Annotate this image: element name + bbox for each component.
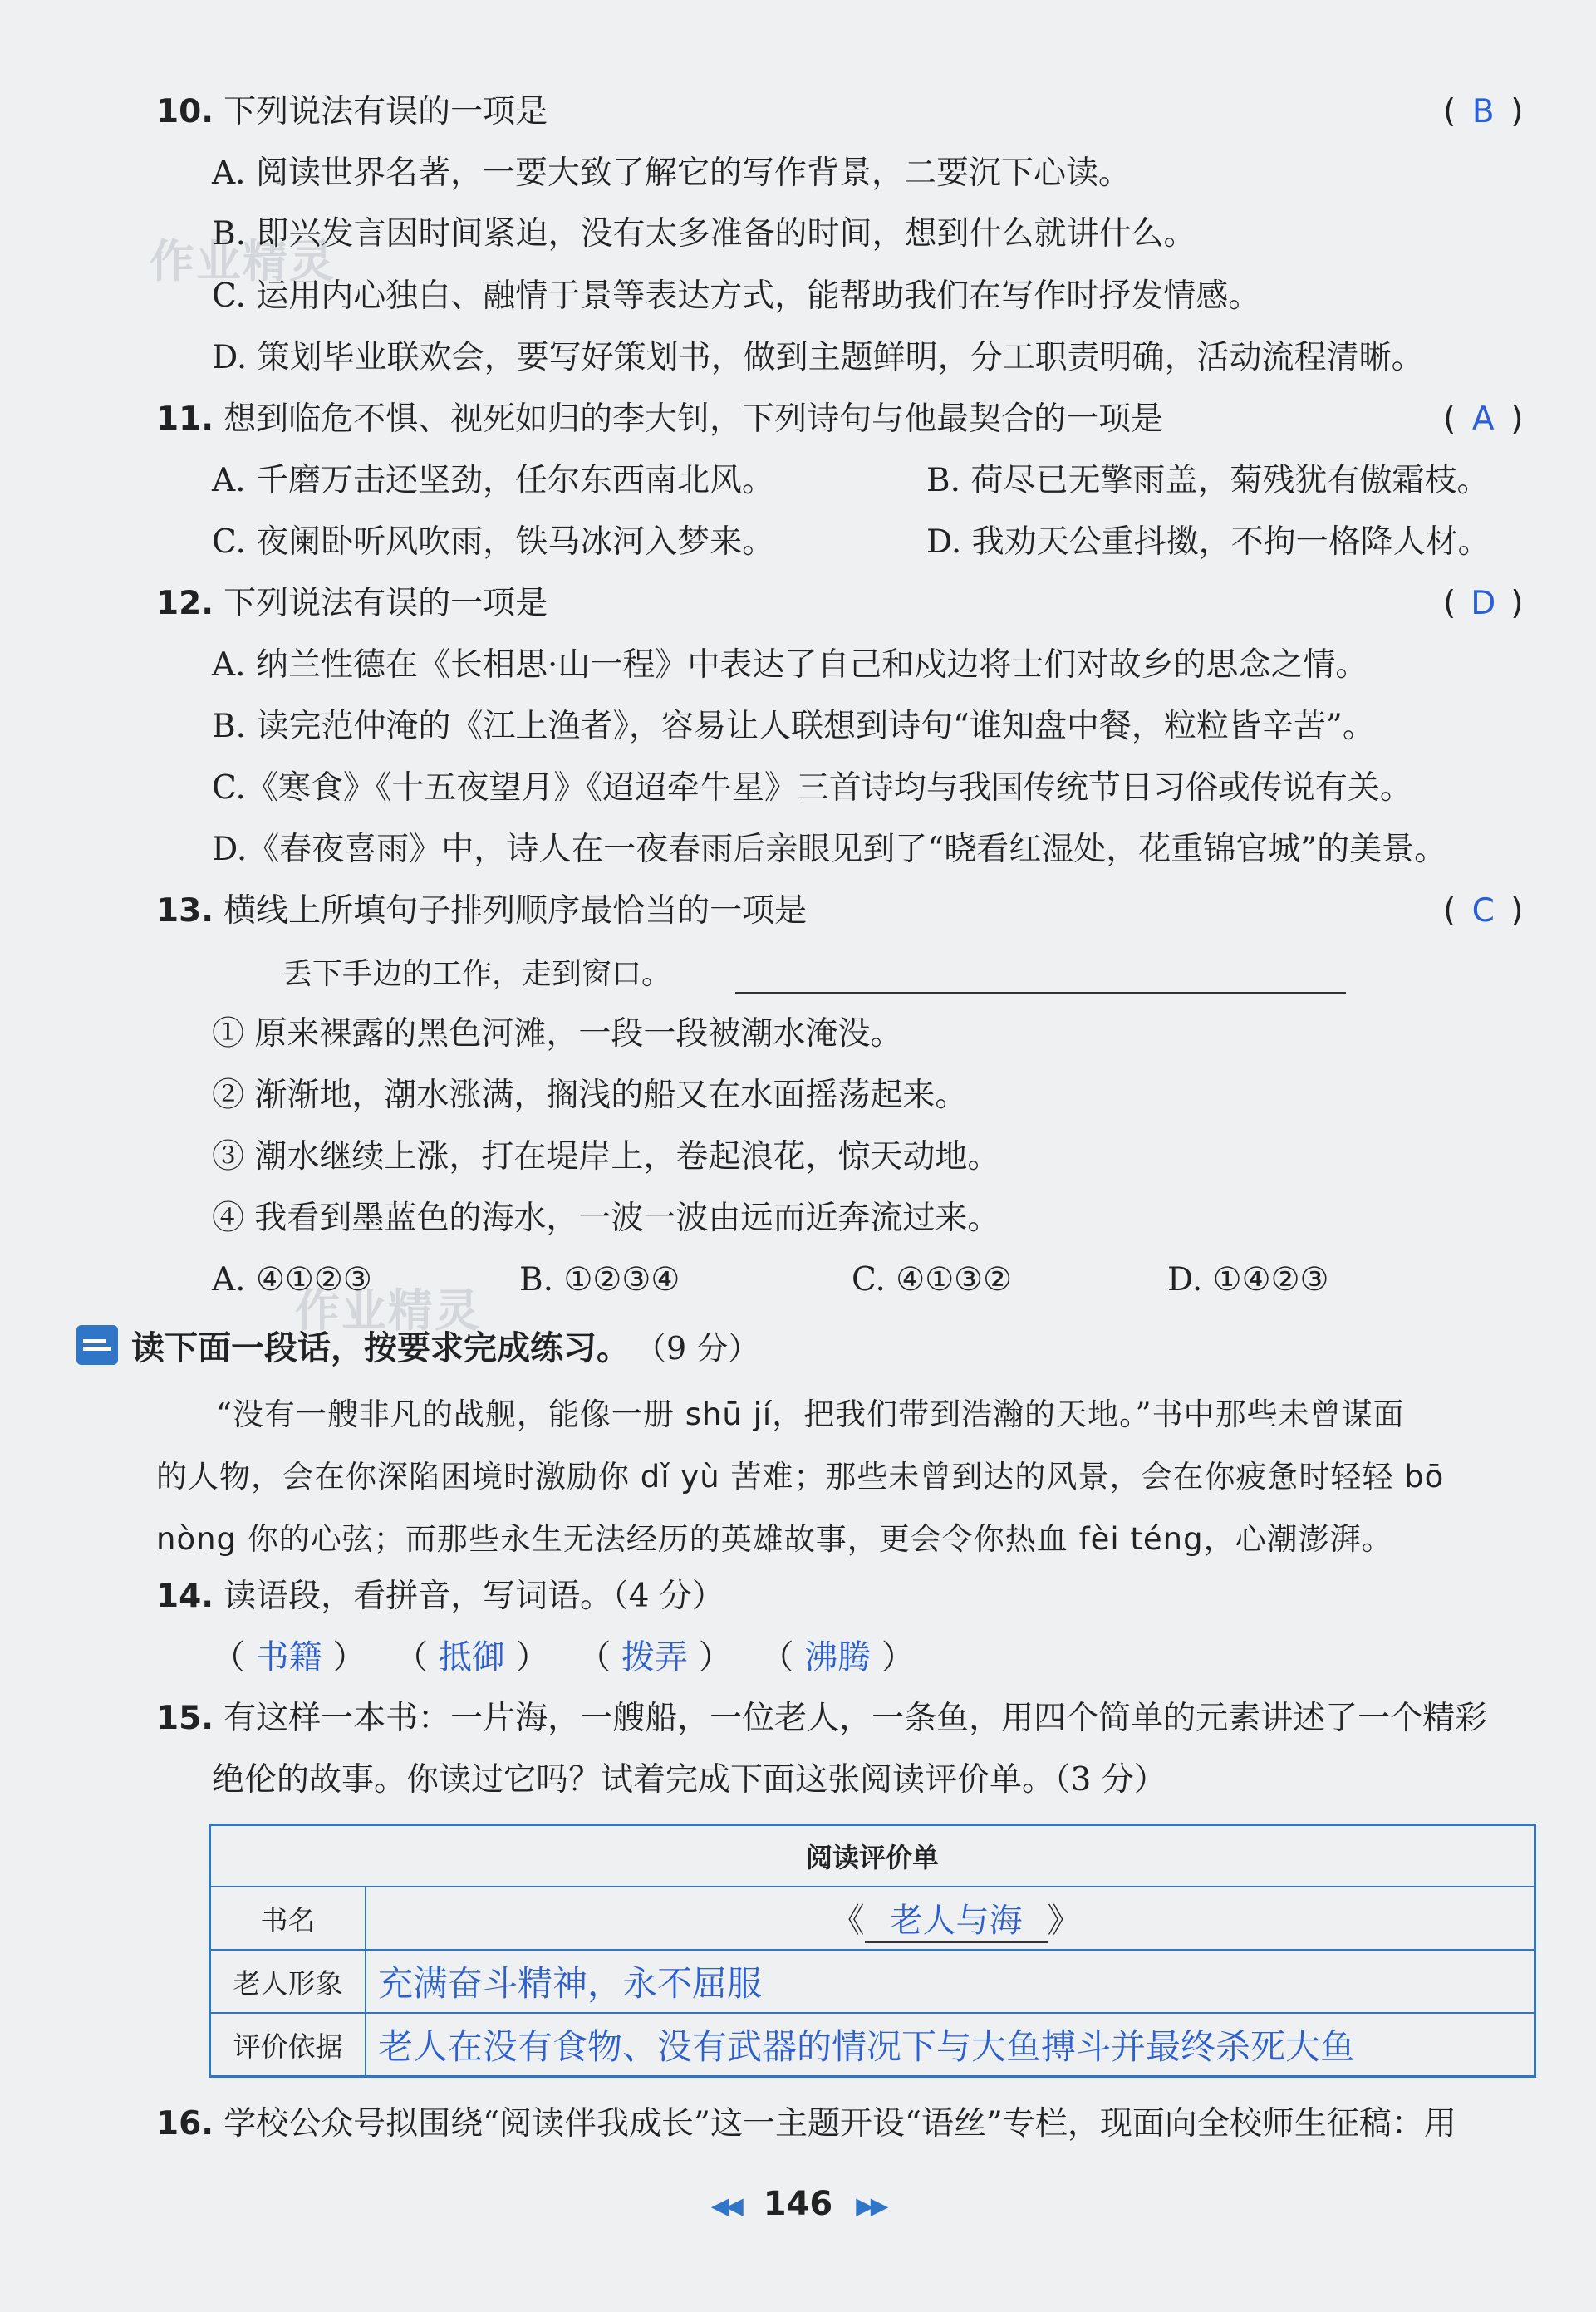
answer-bracket: ( C ) <box>1443 889 1523 934</box>
pinyin-prompt: bō <box>1404 1459 1445 1495</box>
option-line: D. 我劝天公重抖擞，不拘一格降人材。 <box>926 523 1490 561</box>
answer-value: A <box>1471 400 1495 438</box>
table-row <box>210 1887 1535 1950</box>
section-two-icon <box>76 1325 118 1365</box>
question-12 <box>156 582 548 626</box>
sentence-item: ② 渐渐地，潮水涨满，搁浅的船又在水面摇荡起来。 <box>212 1077 968 1114</box>
question-number: 16. <box>156 2105 214 2143</box>
table-title: 阅读评价单 <box>210 1825 1535 1887</box>
question-14 <box>156 1574 724 1619</box>
passage-line <box>216 1383 1405 1446</box>
row-label: 老人形象 <box>210 1950 366 2013</box>
section-title: 读下面一段话，按要求完成练习。 <box>131 1328 630 1367</box>
option-line: D.《春夜喜雨》中，诗人在一夜春雨后亲眼见到了“晓看红湿处，花重锦官城”的美景。 <box>212 831 1447 868</box>
passage-text: 苦难；那些未曾到达的风景，会在你疲惫时轻轻 <box>719 1459 1405 1495</box>
question-number: 12. <box>156 585 214 622</box>
pinyin-prompt: dǐ yù <box>640 1459 720 1495</box>
answer-slot: （ 拨弄 ） <box>577 1638 732 1676</box>
question-text-continued: 绝伦的故事。你读过它吗？试着完成下面这张阅读评价单。（3 分） <box>212 1761 1166 1799</box>
book-close-mark: 》 <box>1047 1901 1081 1940</box>
option-line: C.《寒食》《十五夜望月》《迢迢牵牛星》三首诗均与我国传统节日习俗或传说有关。 <box>212 769 1412 807</box>
question-number: 15. <box>156 1700 214 1737</box>
q14-answers <box>212 1635 915 1680</box>
answer-value: 抵御 <box>438 1638 505 1676</box>
answer-value: 书籍 <box>255 1638 322 1676</box>
answer-bracket: ( B ) <box>1443 90 1523 135</box>
option-line: A. 纳兰性德在《长相思·山一程》中表达了自己和戍边将士们对故乡的思念之情。 <box>212 646 1368 684</box>
row-value: 老人在没有食物、没有武器的情况下与大鱼搏斗并最终杀死大鱼 <box>366 2013 1535 2077</box>
answer-bracket: ( A ) <box>1443 397 1523 442</box>
row-label: 书名 <box>210 1887 366 1950</box>
question-text: 横线上所填句子排列顺序最恰当的一项是 <box>223 892 808 930</box>
pinyin-prompt: shū jí <box>685 1397 773 1432</box>
question-10 <box>156 90 548 135</box>
option-line: B. 读完范仲淹的《江上渔者》，容易让人联想到诗句“谁知盘中餐，粒粒皆辛苦”。 <box>212 708 1375 745</box>
option-line: B. ①②③④ <box>519 1261 680 1298</box>
question-13 <box>156 889 807 934</box>
passage-text: ，心潮澎湃。 <box>1203 1521 1393 1557</box>
option-line: D. ①④②③ <box>1167 1261 1329 1298</box>
option-line: D. 策划毕业联欢会，要写好策划书，做到主题鲜明，分工职责明确，活动流程清晰。 <box>212 339 1424 376</box>
fill-blank-line <box>735 992 1346 994</box>
answer-value: D <box>1471 585 1496 622</box>
answer-value: 拨弄 <box>621 1638 689 1676</box>
option-line: A. ④①②③ <box>212 1261 372 1298</box>
question-number: 13. <box>156 892 214 930</box>
answer-value: B <box>1471 93 1495 130</box>
passage-text: 的人物，会在你深陷困境时激励你 <box>156 1459 641 1495</box>
page-number <box>0 2185 1596 2223</box>
answer-bracket: ( D ) <box>1443 582 1523 626</box>
row-value: 充满奋斗精神，永不屈服 <box>366 1950 1535 2013</box>
question-number: 10. <box>156 93 214 130</box>
answer-value: C <box>1471 892 1495 930</box>
page-number-text: 146 <box>763 2185 833 2223</box>
question-11 <box>156 397 1163 442</box>
section-score: （9 分） <box>635 1329 760 1367</box>
answer-value: 沸腾 <box>804 1638 872 1676</box>
sentence-item: ① 原来裸露的黑色河滩，一段一段被潮水淹没。 <box>212 1015 903 1053</box>
question-text: 想到临危不惧、视死如归的李大钊，下列诗句与他最契合的一项是 <box>223 400 1164 438</box>
option-line: B. 即兴发言因时间紧迫，没有太多准备的时间，想到什么就讲什么。 <box>212 215 1196 253</box>
option-line: A. 千磨万击还坚劲，任尔东西南北风。 <box>212 462 774 499</box>
pinyin-prompt: nòng <box>156 1521 238 1557</box>
option-line: C. ④①③② <box>852 1261 1013 1298</box>
question-text: 学校公众号拟围绕“阅读伴我成长”这一主题开设“语丝”专栏，现面向全校师生征稿：用 <box>223 2105 1456 2143</box>
watermark-logo: 作业精灵 <box>295 1284 481 1337</box>
option-line: B. 荷尽已无擎雨盖，菊残犹有傲霜枝。 <box>926 462 1490 499</box>
book-name-blank <box>865 1894 1048 1943</box>
table-row <box>210 1950 1535 2013</box>
passage-text: ，把我们带到浩瀚的天地。”书中那些未曾谋面 <box>772 1397 1405 1432</box>
prev-arrows-icon: ◀◀ <box>710 2192 740 2220</box>
question-number: 14. <box>156 1578 214 1615</box>
option-line: A. 阅读世界名著，一要大致了解它的写作背景，二要沉下心读。 <box>212 155 1131 192</box>
passage-line <box>156 1508 1393 1570</box>
row-label: 评价依据 <box>210 2013 366 2077</box>
passage-text: 你的心弦；而那些永生无法经历的英雄故事，更会令你热血 <box>237 1521 1079 1557</box>
next-arrows-icon: ▶▶ <box>856 2192 886 2220</box>
table-row <box>210 2013 1535 2077</box>
question-15 <box>156 1696 1487 1741</box>
sentence-item: ③ 潮水继续上涨，打在堤岸上，卷起浪花，惊天动地。 <box>212 1138 1000 1176</box>
answer-slot: （ 书籍 ） <box>212 1638 366 1676</box>
watermark-logo: 作业精灵 <box>150 235 336 287</box>
question-text: 下列说法有误的一项是 <box>223 93 548 130</box>
passage-text: “没有一艘非凡的战舰，能像一册 <box>216 1397 685 1432</box>
book-name-cell <box>366 1887 1535 1950</box>
question-16 <box>156 2102 1456 2147</box>
question-text: 读语段，看拼音，写词语。（4 分） <box>223 1578 724 1615</box>
section-header <box>76 1320 759 1370</box>
sentence-item: ④ 我看到墨蓝色的海水，一波一波由远而近奔流过来。 <box>212 1200 1000 1237</box>
answer-slot: （ 沸腾 ） <box>760 1638 915 1676</box>
reading-evaluation-table <box>209 1824 1536 2078</box>
question-number: 11. <box>156 400 214 438</box>
option-line: C. 运用内心独白、融情于景等表达方式，能帮助我们在写作时抒发情感。 <box>212 277 1261 315</box>
question-text: 下列说法有误的一项是 <box>223 585 548 622</box>
passage-line <box>156 1446 1444 1508</box>
lead-sentence: 丢下手边的工作，走到窗口。 <box>282 957 672 991</box>
book-name-value: 老人与海 <box>889 1901 1023 1940</box>
option-line: C. 夜阑卧听风吹雨，铁马冰河入梦来。 <box>212 523 775 561</box>
answer-slot: （ 抵御 ） <box>395 1638 549 1676</box>
book-open-mark: 《 <box>831 1901 865 1940</box>
question-text: 有这样一本书：一片海，一艘船，一位老人，一条鱼，用四个简单的元素讲述了一个精彩 <box>223 1700 1488 1737</box>
pinyin-prompt: fèi téng <box>1078 1521 1204 1557</box>
